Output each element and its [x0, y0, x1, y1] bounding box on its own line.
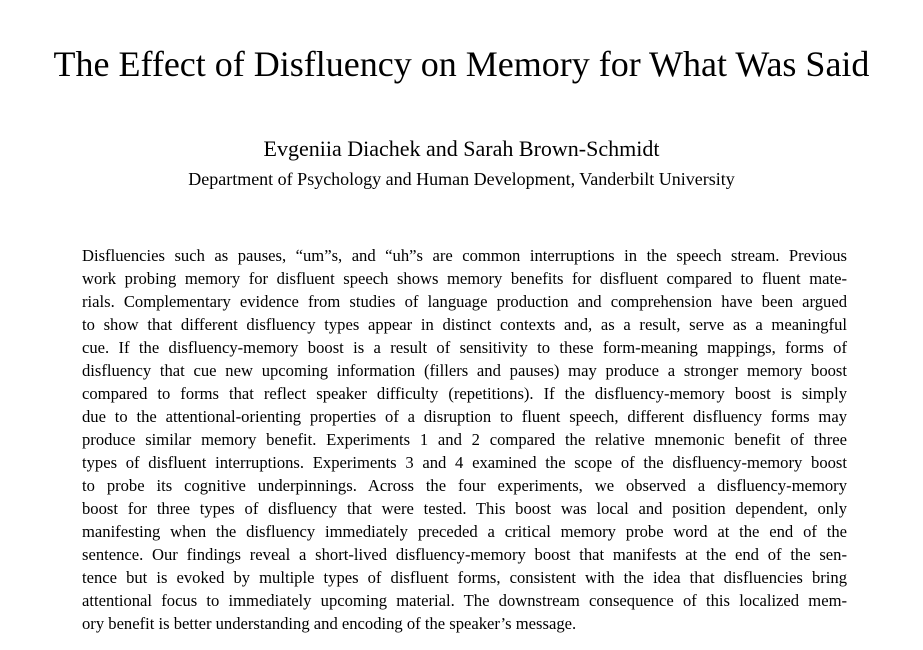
abstract-line: to probe its cognitive underpinnings. Across the four experiments, we observed a disfluency-memory: [82, 476, 847, 495]
abstract-line: manifesting when the disfluency immediately preceded a critical memory probe word at the end of the: [82, 522, 847, 541]
paper-authors: Evgeniia Diachek and Sarah Brown-Schmidt: [263, 136, 660, 161]
abstract-line: attentional focus to immediately upcoming material. The downstream consequence of this localized mem-: [82, 591, 847, 610]
abstract-line: rials. Complementary evidence from studies of language production and comprehension have been argued: [82, 292, 847, 311]
abstract-line: ory benefit is better understanding and encoding of the speaker’s message.: [82, 614, 577, 633]
abstract-line: tence but is evoked by multiple types of disfluent forms, consistent with the idea that disfluencies bring: [82, 568, 847, 587]
abstract-line: cue. If the disfluency-memory boost is a result of sensitivity to these form-meaning mappings, forms of: [82, 338, 847, 357]
abstract-line: to show that different disfluency types appear in distinct contexts and, as a result, serve as a meaningful: [82, 315, 847, 334]
abstract-line: produce similar memory benefit. Experiments 1 and 2 compared the relative mnemonic benefit of three: [82, 430, 847, 449]
abstract: [82, 244, 847, 635]
abstract-line: types of disfluent interruptions. Experiments 3 and 4 examined the scope of the disfluency-memory boost: [82, 453, 847, 472]
paper-title: The Effect of Disfluency on Memory for What Was Said: [53, 44, 870, 84]
paper-affiliation: Department of Psychology and Human Development, Vanderbilt University: [188, 169, 735, 189]
abstract-line: Disfluencies such as pauses, “um”s, and “uh”s are common interruptions in the speech stream. Previous: [82, 246, 847, 265]
abstract-line: sentence. Our findings reveal a short-lived disfluency-memory boost that manifests at the end of the sen-: [82, 545, 847, 564]
abstract-line: disfluency that cue new upcoming information (fillers and pauses) may produce a stronger memory boost: [82, 361, 847, 380]
abstract-line: boost for three types of disfluency that were tested. This boost was local and position dependent, only: [82, 499, 847, 518]
abstract-line: due to the attentional-orienting properties of a disruption to fluent speech, different disfluency forms may: [82, 407, 847, 426]
abstract-line: work probing memory for disfluent speech shows memory benefits for disfluent compared to fluent mate-: [82, 269, 847, 288]
abstract-line: compared to forms that reflect speaker difficulty (repetitions). If the disfluency-memory boost is simply: [82, 384, 847, 403]
